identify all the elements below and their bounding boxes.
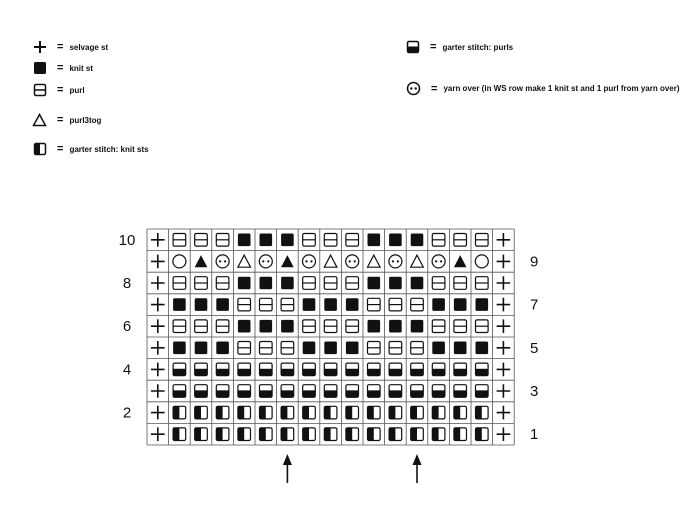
- knit-stitch: [238, 320, 251, 333]
- knit-stitch: [389, 277, 402, 290]
- knit-stitch: [303, 298, 316, 311]
- knit-stitch: [195, 298, 208, 311]
- knit-stitch: [476, 342, 489, 355]
- knit-stitch: [260, 234, 273, 247]
- legend-label: knit st: [69, 63, 93, 73]
- knit-stitch: [346, 298, 359, 311]
- knit-stitch: [238, 234, 251, 247]
- knit-stitch: [216, 342, 229, 355]
- equals-sign: =: [57, 114, 64, 126]
- knit-stitch: [389, 320, 402, 333]
- equals-sign: =: [430, 41, 437, 53]
- knit-stitch: [260, 277, 273, 290]
- knit-stitch: [454, 342, 467, 355]
- row-number: 9: [530, 253, 539, 271]
- equals-sign: =: [57, 143, 64, 155]
- legend-label: yarn over (in WS row make 1 knit st and 1 purl from yarn over): [443, 84, 680, 93]
- equals-sign: =: [57, 84, 64, 96]
- up-arrow-icon: [413, 454, 422, 483]
- legend-label: garter stitch: knit sts: [69, 144, 149, 154]
- knit-stitch: [346, 342, 359, 355]
- knit-stitch: [432, 298, 445, 311]
- legend-label: purl3tog: [69, 115, 102, 125]
- knit-stitch: [281, 320, 294, 333]
- knit-stitch: [324, 298, 337, 311]
- row-number: 2: [122, 404, 132, 422]
- knit-stitch: [411, 234, 424, 247]
- knit-stitch: [476, 298, 489, 311]
- row-number: 3: [530, 383, 539, 400]
- knit-stitch: [324, 342, 337, 355]
- knit-stitch: [238, 277, 251, 290]
- row-number: 6: [122, 318, 132, 336]
- knit-stitch: [260, 320, 273, 333]
- knit-stitch: [411, 320, 424, 333]
- knit-stitch: [368, 320, 381, 333]
- knit-stitch: [281, 277, 294, 290]
- row-number: 7: [530, 296, 539, 314]
- knit-stitch: [368, 234, 381, 247]
- row-number: 4: [122, 361, 132, 379]
- row-number: 1: [530, 426, 539, 444]
- knit-stitch: [195, 342, 208, 355]
- knit-stitch: [281, 234, 294, 247]
- knit-stitch: [411, 277, 424, 290]
- knit-stitch: [216, 298, 229, 311]
- equals-sign: =: [431, 82, 438, 95]
- knit-stitch: [303, 342, 316, 355]
- knit-stitch: [389, 234, 402, 247]
- row-number: 10: [118, 231, 136, 249]
- knit-stitch: [368, 277, 381, 290]
- row-number: 5: [530, 339, 539, 357]
- legend-label: purl: [69, 85, 85, 95]
- knit-stitch: [454, 298, 467, 311]
- equals-sign: =: [57, 62, 64, 74]
- knit-stitch: [173, 342, 186, 355]
- knit-stitch: [173, 298, 186, 311]
- legend-label: garter stitch: purls: [442, 42, 514, 52]
- equals-sign: =: [57, 41, 64, 53]
- legend-label: selvage st: [69, 42, 109, 52]
- row-number: 8: [122, 275, 132, 292]
- knit-stitch: [432, 342, 445, 355]
- up-arrow-icon: [283, 454, 292, 483]
